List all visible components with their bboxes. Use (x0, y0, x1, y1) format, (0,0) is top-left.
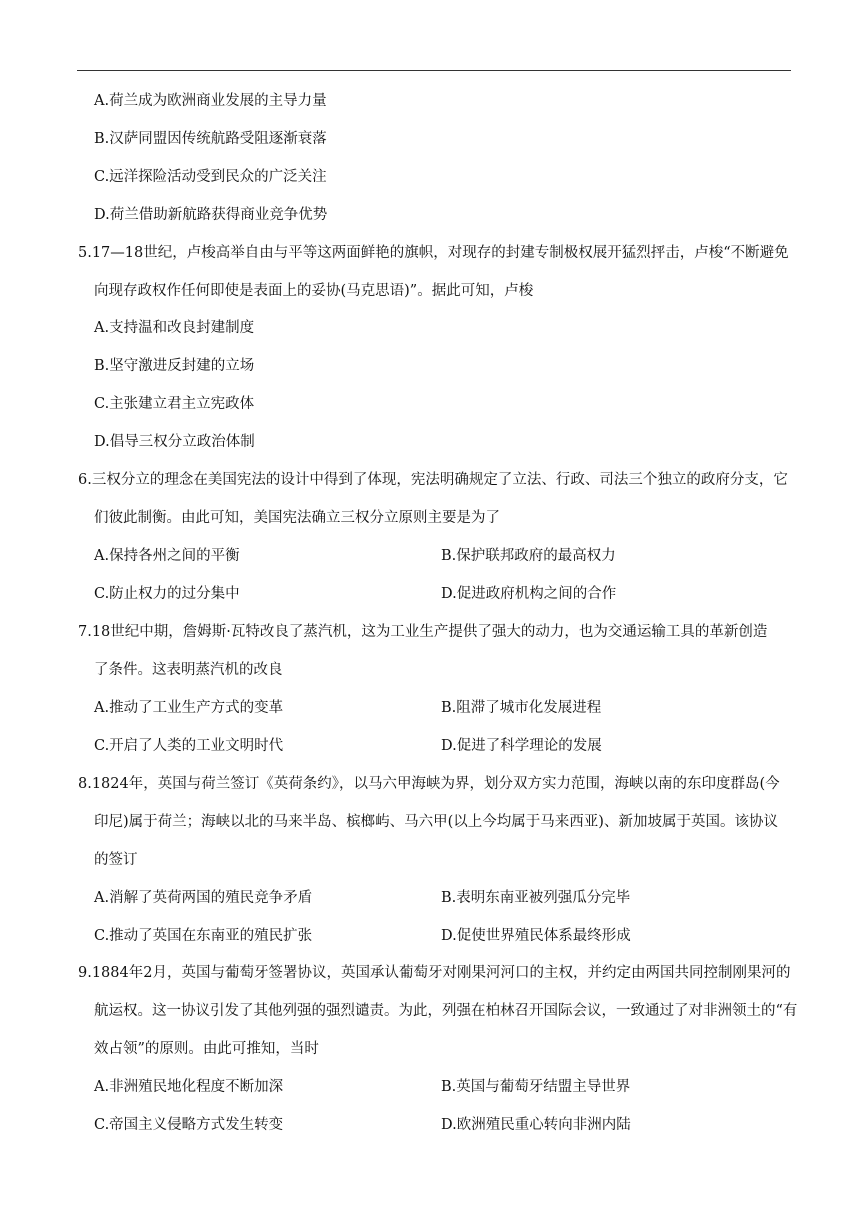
q6-option-c: C.防止权力的过分集中 (94, 586, 240, 602)
q9-option-d: D.欧洲殖民重心转向非洲内陆 (441, 1117, 631, 1133)
q7-option-a: A.推动了工业生产方式的变革 (94, 700, 284, 716)
q6-option-b: B.保护联邦政府的最高权力 (441, 548, 616, 564)
q8-stem-line2: 印尼)属于荷兰；海峡以北的马来半岛、槟榔屿、马六甲(以上今均属于马来西亚)、新加坡属于英国。该协议 (94, 814, 778, 830)
q6-option-a: A.保持各州之间的平衡 (94, 548, 240, 564)
q5-option-a: A.支持温和改良封建制度 (94, 320, 255, 336)
q7-stem-line2: 了条件。这表明蒸汽机的改良 (94, 662, 283, 678)
q7-stem-line1: 7.18世纪中期，詹姆斯·瓦特改良了蒸汽机，这为工业生产提供了强大的动力，也为交通运输工具的革新创造 (78, 624, 768, 640)
q7-option-b: B.阻滞了城市化发展进程 (441, 700, 602, 716)
q6-option-d: D.促进政府机构之间的合作 (441, 586, 617, 602)
q5-option-c: C.主张建立君主立宪政体 (94, 396, 255, 412)
q9-stem-line1: 9.1884年2月，英国与葡萄牙签署协议，英国承认葡萄牙对刚果河河口的主权，并约定由两国共同控制刚果河的 (78, 965, 791, 981)
q8-option-a: A.消解了英荷两国的殖民竞争矛盾 (94, 890, 313, 906)
q4-option-c: C.远洋探险活动受到民众的广泛关注 (94, 169, 327, 185)
q6-stem-line1: 6.三权分立的理念在美国宪法的设计中得到了体现，宪法明确规定了立法、行政、司法三个独立的政府分支，它 (78, 472, 788, 488)
q7-option-c: C.开启了人类的工业文明时代 (94, 738, 284, 754)
q5-stem-line1: 5.17—18世纪，卢梭高举自由与平等这两面鲜艳的旗帜，对现存的封建专制极权展开猛烈抨击，卢梭“不断避免 (78, 245, 789, 261)
q9-stem-line2: 航运权。这一协议引发了其他列强的强烈谴责。为此，列强在柏林召开国际会议，一致通过了对非洲领土的“有 (94, 1003, 798, 1019)
q8-option-d: D.促使世界殖民体系最终形成 (441, 928, 631, 944)
q7-option-d: D.促进了科学理论的发展 (441, 738, 602, 754)
q9-option-b: B.英国与葡萄牙结盟主导世界 (441, 1079, 631, 1095)
q5-stem-line2: 向现存政权作任何即使是表面上的妥协(马克思语)”。据此可知，卢梭 (94, 283, 534, 299)
q6-stem-line2: 们彼此制衡。由此可知，美国宪法确立三权分立原则主要是为了 (94, 510, 500, 526)
q8-option-b: B.表明东南亚被列强瓜分完毕 (441, 890, 631, 906)
header-rule (77, 70, 791, 71)
q9-option-c: C.帝国主义侵略方式发生转变 (94, 1117, 284, 1133)
q5-option-d: D.倡导三权分立政治体制 (94, 434, 255, 450)
q8-option-c: C.推动了英国在东南亚的殖民扩张 (94, 928, 313, 944)
q8-stem-line1: 8.1824年，英国与荷兰签订《英荷条约》，以马六甲海峡为界，划分双方实力范围，海峡以南的东印度群岛(今 (78, 776, 780, 792)
q8-stem-line3: 的签订 (94, 852, 138, 868)
q4-option-b: B.汉萨同盟因传统航路受阻逐渐衰落 (94, 131, 327, 147)
q4-option-a: A.荷兰成为欧洲商业发展的主导力量 (94, 93, 327, 109)
q9-option-a: A.非洲殖民地化程度不断加深 (94, 1079, 284, 1095)
q5-option-b: B.坚守激进反封建的立场 (94, 358, 255, 374)
q9-stem-line3: 效占领”的原则。由此可推知，当时 (94, 1041, 319, 1057)
q4-option-d: D.荷兰借助新航路获得商业竞争优势 (94, 207, 328, 223)
